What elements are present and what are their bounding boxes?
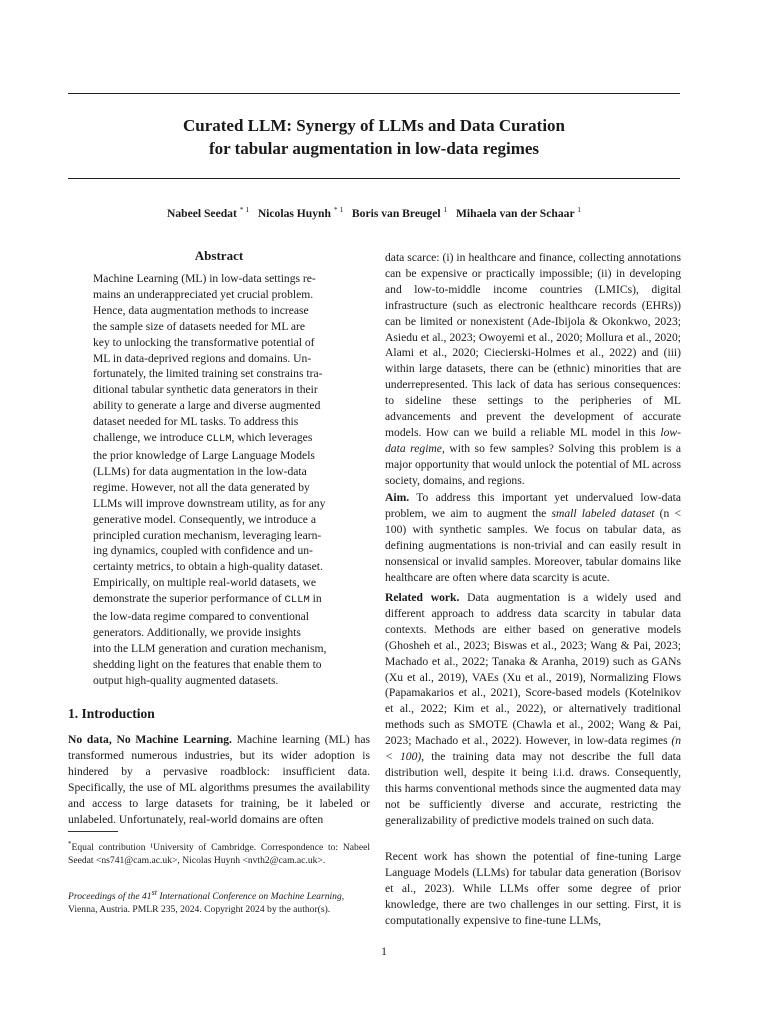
footnote-rule xyxy=(68,831,118,832)
footnote xyxy=(68,838,370,867)
proceedings-text: Proceedings of the xyxy=(68,891,142,903)
paragraph-text: , the training data may not describe the full data distribution well, despite it being i.i.d. draws. Consequently, this harms conventional methods since the augmented data may not be sufficiently diverse and accurate, restricting the generalizability of predictive models trained on such data. xyxy=(385,750,681,827)
abstract-line: Hence, data augmentation methods to increase xyxy=(93,303,309,317)
abstract-line: certainty metrics, to obtain a high-quality dataset. xyxy=(93,560,323,574)
abstract-text: , which leverages xyxy=(231,431,313,445)
abstract-line: Machine Learning (ML) in low-data settings re- xyxy=(93,272,316,285)
author-name: Mihaela van der Schaar xyxy=(455,206,575,220)
paragraph-text: with synthetic samples. We focus on tabular data, as defining augmentations is non-trivial and can easily result in nonsensical or invalid samples. Moreover, tabular domains like healthcare are often where data scarcity is acute. xyxy=(385,522,681,584)
proceedings-venue: International Conference on Machine Learning xyxy=(156,891,342,903)
author-affiliation: 1 xyxy=(577,205,582,214)
author-name: Nabeel Seedat xyxy=(166,206,237,220)
abstract-line: principled curation mechanism, leveraging learn- xyxy=(93,528,322,542)
related-work-paragraph xyxy=(385,590,681,829)
abstract-line: mains an underappreciated yet crucial problem. xyxy=(93,287,314,301)
author-affiliation: 1 xyxy=(443,205,448,214)
paragraph-text: data scarce: (i) in healthcare and finance, collecting annotations can be expensive or practically impossible; (ii) in developing and low-to-middle income countries (LMICs), digital infrastructure (such as electronic healthcare records (EHRs)) can be limited or nonexistent (Ade-Ibijola & Okonkwo, 2023; Asiedu et al., 2023; Owoyemi et al., 2020; Mollura et al., 2020; Alami et al., 2020; Ciecierski-Holmes et al., 2022) and (iii) within large datasets, there can be (ethnic) minorities that are underrepresented. This lack of data has serious consequences: to sideline these settings to the peripheries of ML advancements and prevent the development of accurate models. How can we build a reliable ML model in this xyxy=(385,251,681,439)
math-text: (n < 100) xyxy=(385,734,681,764)
abstract-body xyxy=(93,271,344,689)
abstract-line: dataset needed for ML tasks. To address this xyxy=(93,415,299,429)
title-line-1: Curated LLM: Synergy of LLMs and Data Curation xyxy=(182,116,566,135)
paragraph-lead: No data, No Machine Learning. xyxy=(68,733,232,746)
abstract-line: Empirically, on multiple real-world datasets, we xyxy=(93,576,317,590)
abstract-line: ML in data-deprived regions and domains. Un- xyxy=(93,351,312,365)
right-column-paragraph-1 xyxy=(385,250,681,489)
abstract-line: LLMs will improve downstream utility, as for any xyxy=(93,496,326,510)
paragraph-text: Data augmentation is a widely used and different approach to address data scarcity in tabular data contexts. Methods are either based on generative models (Ghosheh et al., 2023; Biswas et al., 2023; Wang & Pai, 2023; Machado et al., 2022; Tanaka & Aranha, 2019) such as GANs (Xu et al., 2019), VAEs (Xu et al., 2019), Normalizing Flows (Papamakarios et al., 2021), Score-based models (Kotelnikov et al., 2022; Kim et al., 2022), or alternatively traditional methods such as SMOTE (Chawla et al., 2002; Wang & Pai, 2023; Machado et al., 2022). However, in low-data regimes xyxy=(385,591,682,748)
abstract-line xyxy=(93,591,344,609)
abstract-line: generative model. Consequently, we introduce a xyxy=(93,512,316,526)
intro-paragraph xyxy=(68,732,370,827)
recent-work-paragraph xyxy=(385,849,681,929)
paragraph-text: Machine learning (ML) has transformed numerous industries, but its wider adoption is hindered by a pervasive roadblock: insufficient data. Specifically, the use of ML algorithms presumes the availability and access to large datasets for training, be it labeled or unlabeled. Unfortunately, real-world domains are often xyxy=(68,733,370,826)
method-name: CLLM xyxy=(206,433,232,446)
abstract-line xyxy=(93,430,344,448)
abstract-line: fortunately, the limited training set constrains tra- xyxy=(93,367,323,381)
proceedings-text: , Vienna, Austria. PMLR 235, 2024. Copyright 2024 by the author(s). xyxy=(68,891,345,916)
proceedings-ordinal-suffix: st xyxy=(151,888,157,897)
abstract-line: generators. Additionally, we provide insights xyxy=(93,625,301,639)
author-name: Nicolas Huynh xyxy=(257,206,331,220)
abstract-line: regime. However, not all the data generated by xyxy=(93,480,310,494)
proceedings-note xyxy=(68,886,370,916)
paper-title xyxy=(68,114,680,160)
author-list xyxy=(68,205,680,220)
abstract-line: shedding light on the features that enable them to xyxy=(93,657,322,671)
footnote-mark: * xyxy=(68,840,72,848)
abstract-line: ditional tabular synthetic data generators in their xyxy=(93,383,318,397)
page-number: 1 xyxy=(381,945,387,958)
abstract-line: (LLMs) for data augmentation in the low-data xyxy=(93,464,307,478)
abstract-line: ing dynamics, coupled with confidence and un- xyxy=(93,544,313,558)
abstract-line: output high-quality augmented datasets. xyxy=(93,673,279,687)
abstract-line: the low-data regime compared to conventional xyxy=(93,610,310,624)
abstract-text: challenge, we introduce xyxy=(93,431,207,445)
method-name: CLLM xyxy=(284,594,310,607)
title-bottom-rule xyxy=(68,178,680,179)
abstract-heading: Abstract xyxy=(194,248,244,263)
aim-paragraph xyxy=(385,490,681,585)
author-affiliation: * 1 xyxy=(239,205,250,214)
paragraph-text: To address this important yet undervalued low-data problem, we aim to augment the xyxy=(385,491,681,520)
paragraph-text: Recent work has shown the potential of fine-tuning Large Language Models (LLMs) for tabular data generation (Borisov et al., 2023). While LLMs offer some degree of prior knowledge, there are two challenges in our setting. First, it is computationally expensive to fine-tune LLMs, xyxy=(385,850,681,927)
paragraph-text: , with so few samples? Solving this problem is a major opportunity that would unlock the potential of ML across society, domains, and regions. xyxy=(385,441,681,487)
abstract-line: into the LLM generation and curation mechanism, xyxy=(93,641,327,655)
author-name: Boris van Breugel xyxy=(351,206,441,220)
emphasis-text: small labeled dataset xyxy=(551,506,655,520)
paragraph-lead: Related work. xyxy=(385,591,460,604)
abstract-text: in xyxy=(309,592,322,606)
abstract-line: the sample size of datasets needed for ML are xyxy=(93,319,306,333)
abstract-text: demonstrate the superior performance of xyxy=(93,592,285,606)
abstract-line: key to unlocking the transformative potential of xyxy=(93,335,315,349)
math-text: (n < 100) xyxy=(385,506,681,536)
footnote-text: Equal contribution ¹University of Cambridge. Correspondence to: Nabeel Seedat <ns741@cam.ac.uk>, Nicolas Huynh <nvth2@cam.ac.uk>. xyxy=(68,842,370,867)
abstract-line: ability to generate a large and diverse augmented xyxy=(93,399,321,413)
title-line-2: for tabular augmentation in low-data regimes xyxy=(208,139,540,158)
top-rule xyxy=(68,93,680,94)
abstract-line: the prior knowledge of Large Language Models xyxy=(93,448,315,462)
paragraph-lead: Aim. xyxy=(385,491,410,504)
emphasis-text: low-data regime xyxy=(385,425,681,455)
proceedings-ordinal: 41 xyxy=(141,891,152,903)
section-heading-introduction: 1. Introduction xyxy=(68,706,155,721)
author-affiliation: * 1 xyxy=(333,205,344,214)
